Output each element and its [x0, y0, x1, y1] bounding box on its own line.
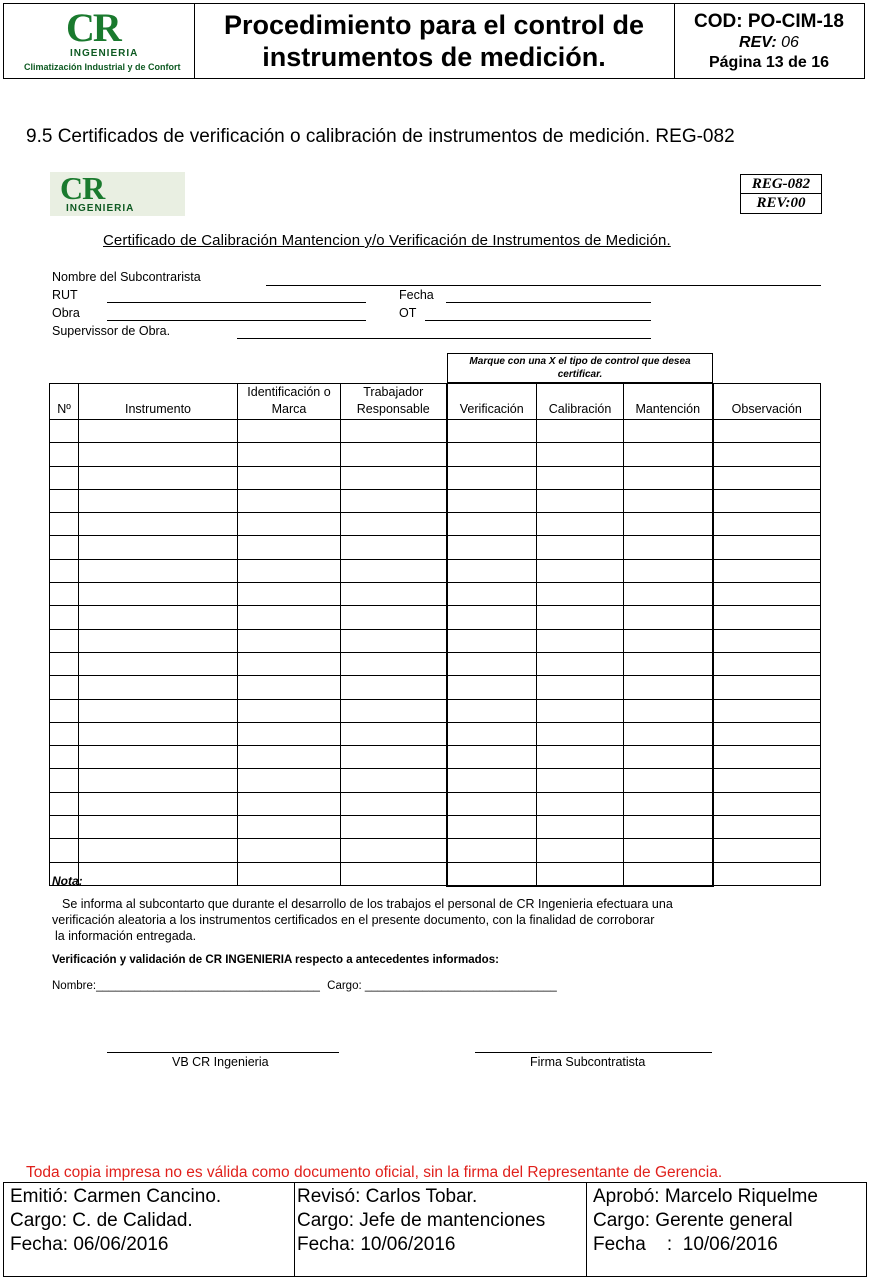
document-code-block: [674, 4, 864, 78]
table-cell[interactable]: [238, 699, 341, 722]
col-header-instrument-text: Instrumento: [124, 402, 191, 416]
table-cell[interactable]: [447, 839, 537, 862]
rut-field[interactable]: [107, 302, 366, 303]
table-cell[interactable]: [238, 676, 341, 699]
table-cell[interactable]: [447, 466, 537, 489]
table-cell[interactable]: [537, 606, 624, 629]
certificate-title: Certificado de Calibración Mantencion y/o Verificación de Instrumentos de Medición.: [103, 232, 671, 249]
table-cell[interactable]: [238, 722, 341, 745]
table-cell[interactable]: [238, 420, 341, 443]
table-row: [50, 443, 821, 466]
table-cell[interactable]: [713, 629, 821, 652]
col-header-calibration-text: Calibración: [548, 402, 612, 416]
table-row: [50, 536, 821, 559]
table-cell[interactable]: [624, 792, 713, 815]
table-cell[interactable]: [79, 443, 238, 466]
table-cell[interactable]: [447, 606, 537, 629]
table-cell[interactable]: [537, 792, 624, 815]
table-cell[interactable]: [447, 792, 537, 815]
table-cell[interactable]: [341, 676, 447, 699]
table-cell[interactable]: [79, 466, 238, 489]
col-header-calibration: [537, 384, 624, 420]
table-cell[interactable]: [238, 792, 341, 815]
table-cell[interactable]: [50, 792, 79, 815]
table-row: [50, 420, 821, 443]
table-cell[interactable]: [537, 583, 624, 606]
table-cell[interactable]: [341, 489, 447, 512]
table-cell[interactable]: [713, 676, 821, 699]
table-cell[interactable]: [624, 746, 713, 769]
col-header-worker-line1: Trabajador: [363, 385, 424, 399]
supervisor-label: Supervissor de Obra.: [52, 324, 171, 338]
nota-text: [52, 896, 772, 944]
table-cell[interactable]: [447, 722, 537, 745]
table-cell[interactable]: [341, 816, 447, 839]
table-cell[interactable]: [341, 629, 447, 652]
table-cell[interactable]: [624, 420, 713, 443]
table-cell[interactable]: [624, 559, 713, 582]
table-row: [50, 466, 821, 489]
table-cell[interactable]: [50, 559, 79, 582]
table-cell[interactable]: [447, 513, 537, 536]
table-cell[interactable]: [79, 629, 238, 652]
table-cell[interactable]: [537, 676, 624, 699]
table-cell[interactable]: [50, 420, 79, 443]
table-cell[interactable]: [50, 606, 79, 629]
table-cell[interactable]: [79, 839, 238, 862]
form-logo-ingenieria-text: INGENIERIA: [66, 203, 135, 214]
table-cell[interactable]: [341, 443, 447, 466]
table-cell[interactable]: [447, 489, 537, 512]
table-cell[interactable]: [537, 420, 624, 443]
title-line-2: instrumentos de medición.: [262, 42, 606, 72]
reviewed-by: Revisó: Carlos Tobar.: [297, 1186, 478, 1207]
table-cell[interactable]: [624, 816, 713, 839]
table-cell[interactable]: [624, 583, 713, 606]
table-cell[interactable]: [447, 629, 537, 652]
table-cell[interactable]: [79, 513, 238, 536]
table-cell[interactable]: [713, 769, 821, 792]
table-cell[interactable]: [713, 606, 821, 629]
table-cell[interactable]: [713, 513, 821, 536]
col-header-identification-line1: Identificación o: [247, 385, 331, 399]
issued-by-column: [10, 1183, 292, 1276]
table-cell[interactable]: [341, 839, 447, 862]
table-cell[interactable]: [713, 466, 821, 489]
col-header-observation-text: Observación: [731, 402, 802, 416]
table-cell[interactable]: [341, 722, 447, 745]
table-cell[interactable]: [238, 606, 341, 629]
table-cell[interactable]: [50, 769, 79, 792]
table-cell[interactable]: [79, 816, 238, 839]
table-cell[interactable]: [50, 652, 79, 675]
table-cell[interactable]: [713, 583, 821, 606]
ot-field[interactable]: [425, 320, 651, 321]
table-cell[interactable]: [713, 559, 821, 582]
issued-by: Emitió: Carmen Cancino.: [10, 1186, 222, 1207]
table-row: [50, 629, 821, 652]
table-cell[interactable]: [537, 839, 624, 862]
table-cell[interactable]: [238, 443, 341, 466]
table-cell[interactable]: [238, 489, 341, 512]
table-cell[interactable]: [713, 489, 821, 512]
table-cell[interactable]: [238, 816, 341, 839]
col-header-worker: [341, 384, 447, 420]
table-cell[interactable]: [50, 513, 79, 536]
verification-title: Verificación y validación de CR INGENIERIA respecto a antecedentes informados:: [52, 954, 499, 966]
table-cell[interactable]: [447, 746, 537, 769]
reg-code: REG-082: [751, 176, 811, 192]
table-cell[interactable]: [79, 862, 238, 886]
table-header-row: [50, 384, 821, 420]
table-cell[interactable]: [341, 606, 447, 629]
col-header-number: [50, 384, 79, 420]
table-cell[interactable]: [238, 513, 341, 536]
table-cell[interactable]: [537, 559, 624, 582]
table-cell[interactable]: [341, 536, 447, 559]
signature-line-subcontractor[interactable]: [475, 1052, 712, 1053]
document-title: [194, 4, 675, 78]
fecha-label: Fecha: [399, 288, 434, 302]
table-cell[interactable]: [238, 583, 341, 606]
table-cell[interactable]: [79, 536, 238, 559]
table-cell[interactable]: [447, 583, 537, 606]
signature-label-subcontractor: Firma Subcontratista: [530, 1055, 646, 1069]
table-cell[interactable]: [238, 536, 341, 559]
table-cell[interactable]: [50, 746, 79, 769]
company-logo: [4, 4, 195, 78]
nota-line-2: verificación aleatoria a los instrumentos certificados en el presente documento, con la finalidad de corroborar: [52, 913, 655, 927]
reg-code-box: [740, 174, 822, 214]
table-cell[interactable]: [624, 862, 713, 886]
table-cell[interactable]: [447, 420, 537, 443]
table-cell[interactable]: [79, 606, 238, 629]
table-cell[interactable]: [713, 420, 821, 443]
table-row: [50, 559, 821, 582]
table-cell[interactable]: [238, 862, 341, 886]
table-cell[interactable]: [50, 583, 79, 606]
table-cell[interactable]: [50, 676, 79, 699]
table-cell[interactable]: [624, 536, 713, 559]
table-row: [50, 839, 821, 862]
table-cell[interactable]: [624, 722, 713, 745]
table-row: [50, 699, 821, 722]
reg-rev: REV:00: [741, 193, 821, 212]
table-cell[interactable]: [341, 466, 447, 489]
table-cell[interactable]: [537, 513, 624, 536]
reviewed-role: Cargo: Jefe de mantenciones: [297, 1210, 546, 1231]
table-cell[interactable]: [238, 629, 341, 652]
table-row: [50, 792, 821, 815]
approved-by: Aprobó: Marcelo Riquelme: [593, 1186, 818, 1207]
table-cell[interactable]: [341, 559, 447, 582]
table-cell[interactable]: [341, 699, 447, 722]
table-cell[interactable]: [79, 722, 238, 745]
table-row: [50, 746, 821, 769]
instruments-table: [49, 383, 821, 887]
obra-label: Obra: [52, 306, 80, 320]
approval-footer: [3, 1182, 867, 1277]
nota-line-1: Se informa al subcontarto que durante el desarrollo de los trabajos el personal de CR Ingenieria efectuara una: [62, 897, 673, 911]
control-type-note: Marque con una X el tipo de control que desea certificar.: [447, 353, 713, 383]
col-header-worker-line2: Responsable: [356, 402, 430, 416]
table-cell[interactable]: [537, 862, 624, 886]
table-cell[interactable]: [624, 489, 713, 512]
table-row: [50, 583, 821, 606]
table-cell[interactable]: [624, 699, 713, 722]
table-cell[interactable]: [447, 443, 537, 466]
issued-role: Cargo: C. de Calidad.: [10, 1210, 193, 1231]
table-cell[interactable]: [341, 583, 447, 606]
subcontractor-field[interactable]: [266, 285, 821, 286]
table-cell[interactable]: [50, 839, 79, 862]
table-cell[interactable]: [624, 676, 713, 699]
table-cell[interactable]: [447, 769, 537, 792]
table-cell[interactable]: [624, 769, 713, 792]
table-cell[interactable]: [713, 652, 821, 675]
col-header-maintenance: [624, 384, 713, 420]
table-row: [50, 513, 821, 536]
table-row: [50, 722, 821, 745]
logo-tagline: Climatización Industrial y de Confort: [24, 62, 181, 72]
table-cell[interactable]: [238, 652, 341, 675]
table-cell[interactable]: [713, 792, 821, 815]
table-cell[interactable]: [238, 839, 341, 862]
table-cell[interactable]: [79, 699, 238, 722]
col-header-maintenance-text: Mantención: [635, 402, 701, 416]
table-cell[interactable]: [624, 466, 713, 489]
revision: [674, 34, 864, 52]
nota-label: Nota:: [52, 874, 83, 888]
table-cell[interactable]: [79, 676, 238, 699]
table-cell[interactable]: [341, 513, 447, 536]
nombre-field[interactable]: Nombre:___________________________________: [52, 980, 320, 992]
form-logo: [50, 172, 185, 216]
table-row: [50, 816, 821, 839]
form-logo-cr-text: CR: [60, 170, 105, 206]
ot-label: OT: [399, 306, 417, 320]
signature-line-cr[interactable]: [107, 1052, 339, 1053]
table-cell[interactable]: [624, 513, 713, 536]
reviewed-by-column: [294, 1183, 586, 1276]
table-cell[interactable]: [341, 746, 447, 769]
table-cell[interactable]: [537, 536, 624, 559]
reviewed-date: Fecha: 10/06/2016: [297, 1234, 456, 1255]
col-header-observation: [713, 384, 821, 420]
col-header-number-text: Nº: [57, 402, 71, 416]
approved-by-column: [586, 1183, 866, 1276]
table-cell[interactable]: [79, 652, 238, 675]
table-cell[interactable]: [238, 769, 341, 792]
table-row: [50, 862, 821, 886]
table-cell[interactable]: [50, 816, 79, 839]
table-cell[interactable]: [713, 816, 821, 839]
table-cell[interactable]: [341, 862, 447, 886]
table-cell[interactable]: [447, 676, 537, 699]
table-cell[interactable]: [624, 839, 713, 862]
table-cell[interactable]: [624, 652, 713, 675]
table-cell[interactable]: [713, 443, 821, 466]
table-cell[interactable]: [447, 862, 537, 886]
table-cell[interactable]: [713, 536, 821, 559]
col-header-verification-text: Verificación: [459, 402, 524, 416]
table-cell[interactable]: [537, 769, 624, 792]
table-cell[interactable]: [447, 559, 537, 582]
table-cell[interactable]: [79, 792, 238, 815]
nota-line-3: la información entregada.: [55, 929, 197, 943]
signature-label-cr: VB CR Ingenieria: [172, 1055, 269, 1069]
fecha-field[interactable]: [446, 302, 651, 303]
table-cell[interactable]: [238, 466, 341, 489]
table-cell[interactable]: [50, 629, 79, 652]
table-cell[interactable]: [537, 489, 624, 512]
table-cell[interactable]: [341, 769, 447, 792]
copy-disclaimer: Toda copia impresa no es válida como documento oficial, sin la firma del Representante de Gerencia.: [26, 1164, 723, 1181]
table-cell[interactable]: [713, 862, 821, 886]
table-cell[interactable]: [537, 466, 624, 489]
table-cell[interactable]: [79, 583, 238, 606]
table-cell[interactable]: [341, 792, 447, 815]
table-row: [50, 652, 821, 675]
nombre-cargo-line: [52, 980, 557, 992]
table-cell[interactable]: [537, 699, 624, 722]
table-cell[interactable]: [79, 769, 238, 792]
logo-ingenieria-text: INGENIERIA: [70, 48, 139, 59]
col-header-identification-line2: Marca: [271, 402, 307, 416]
table-cell[interactable]: [537, 629, 624, 652]
table-cell[interactable]: [713, 746, 821, 769]
table-cell[interactable]: [79, 489, 238, 512]
table-cell[interactable]: [50, 699, 79, 722]
col-header-instrument: [79, 384, 238, 420]
section-title: 9.5 Certificados de verificación o calibración de instrumentos de medición. REG-082: [26, 126, 735, 147]
revision-label: REV:: [739, 34, 777, 51]
table-cell[interactable]: [50, 489, 79, 512]
table-cell[interactable]: [447, 652, 537, 675]
table-cell[interactable]: [713, 699, 821, 722]
title-line-1: Procedimiento para el control de: [223, 10, 645, 40]
table-cell[interactable]: [713, 839, 821, 862]
table-cell[interactable]: [624, 443, 713, 466]
issued-date: Fecha: 06/06/2016: [10, 1234, 169, 1255]
table-cell[interactable]: [238, 559, 341, 582]
table-cell[interactable]: [624, 606, 713, 629]
obra-field[interactable]: [107, 320, 366, 321]
table-cell[interactable]: [50, 536, 79, 559]
page-number: Página 13 de 16: [708, 54, 830, 71]
table-cell[interactable]: [447, 699, 537, 722]
table-row: [50, 769, 821, 792]
table-cell[interactable]: [447, 536, 537, 559]
table-cell[interactable]: [537, 746, 624, 769]
document-code: COD: PO-CIM-18: [694, 11, 844, 32]
logo-cr-text: CR: [66, 5, 120, 50]
table-cell[interactable]: [341, 652, 447, 675]
col-header-verification: [447, 384, 537, 420]
approved-date: Fecha : 10/06/2016: [593, 1234, 778, 1255]
table-cell[interactable]: [50, 466, 79, 489]
table-cell[interactable]: [624, 629, 713, 652]
table-cell[interactable]: [79, 559, 238, 582]
table-row: [50, 489, 821, 512]
table-cell[interactable]: [341, 420, 447, 443]
table-cell[interactable]: [537, 443, 624, 466]
table-cell[interactable]: [50, 443, 79, 466]
table-row: [50, 606, 821, 629]
page-header: [3, 3, 865, 79]
table-cell[interactable]: [238, 746, 341, 769]
table-row: [50, 676, 821, 699]
cargo-field[interactable]: Cargo: ______________________________: [327, 980, 557, 992]
revision-value: 06: [781, 34, 799, 51]
approved-role: Cargo: Gerente general: [593, 1210, 793, 1231]
table-cell[interactable]: [537, 722, 624, 745]
table-cell[interactable]: [537, 652, 624, 675]
supervisor-field[interactable]: [237, 338, 651, 339]
table-cell[interactable]: [50, 722, 79, 745]
table-cell[interactable]: [447, 816, 537, 839]
table-cell[interactable]: [79, 420, 238, 443]
rut-label: RUT: [52, 288, 78, 302]
table-cell[interactable]: [79, 746, 238, 769]
table-cell[interactable]: [537, 816, 624, 839]
subcontractor-label: Nombre del Subcontrarista: [52, 270, 201, 284]
col-header-identification: [238, 384, 341, 420]
table-cell[interactable]: [713, 722, 821, 745]
